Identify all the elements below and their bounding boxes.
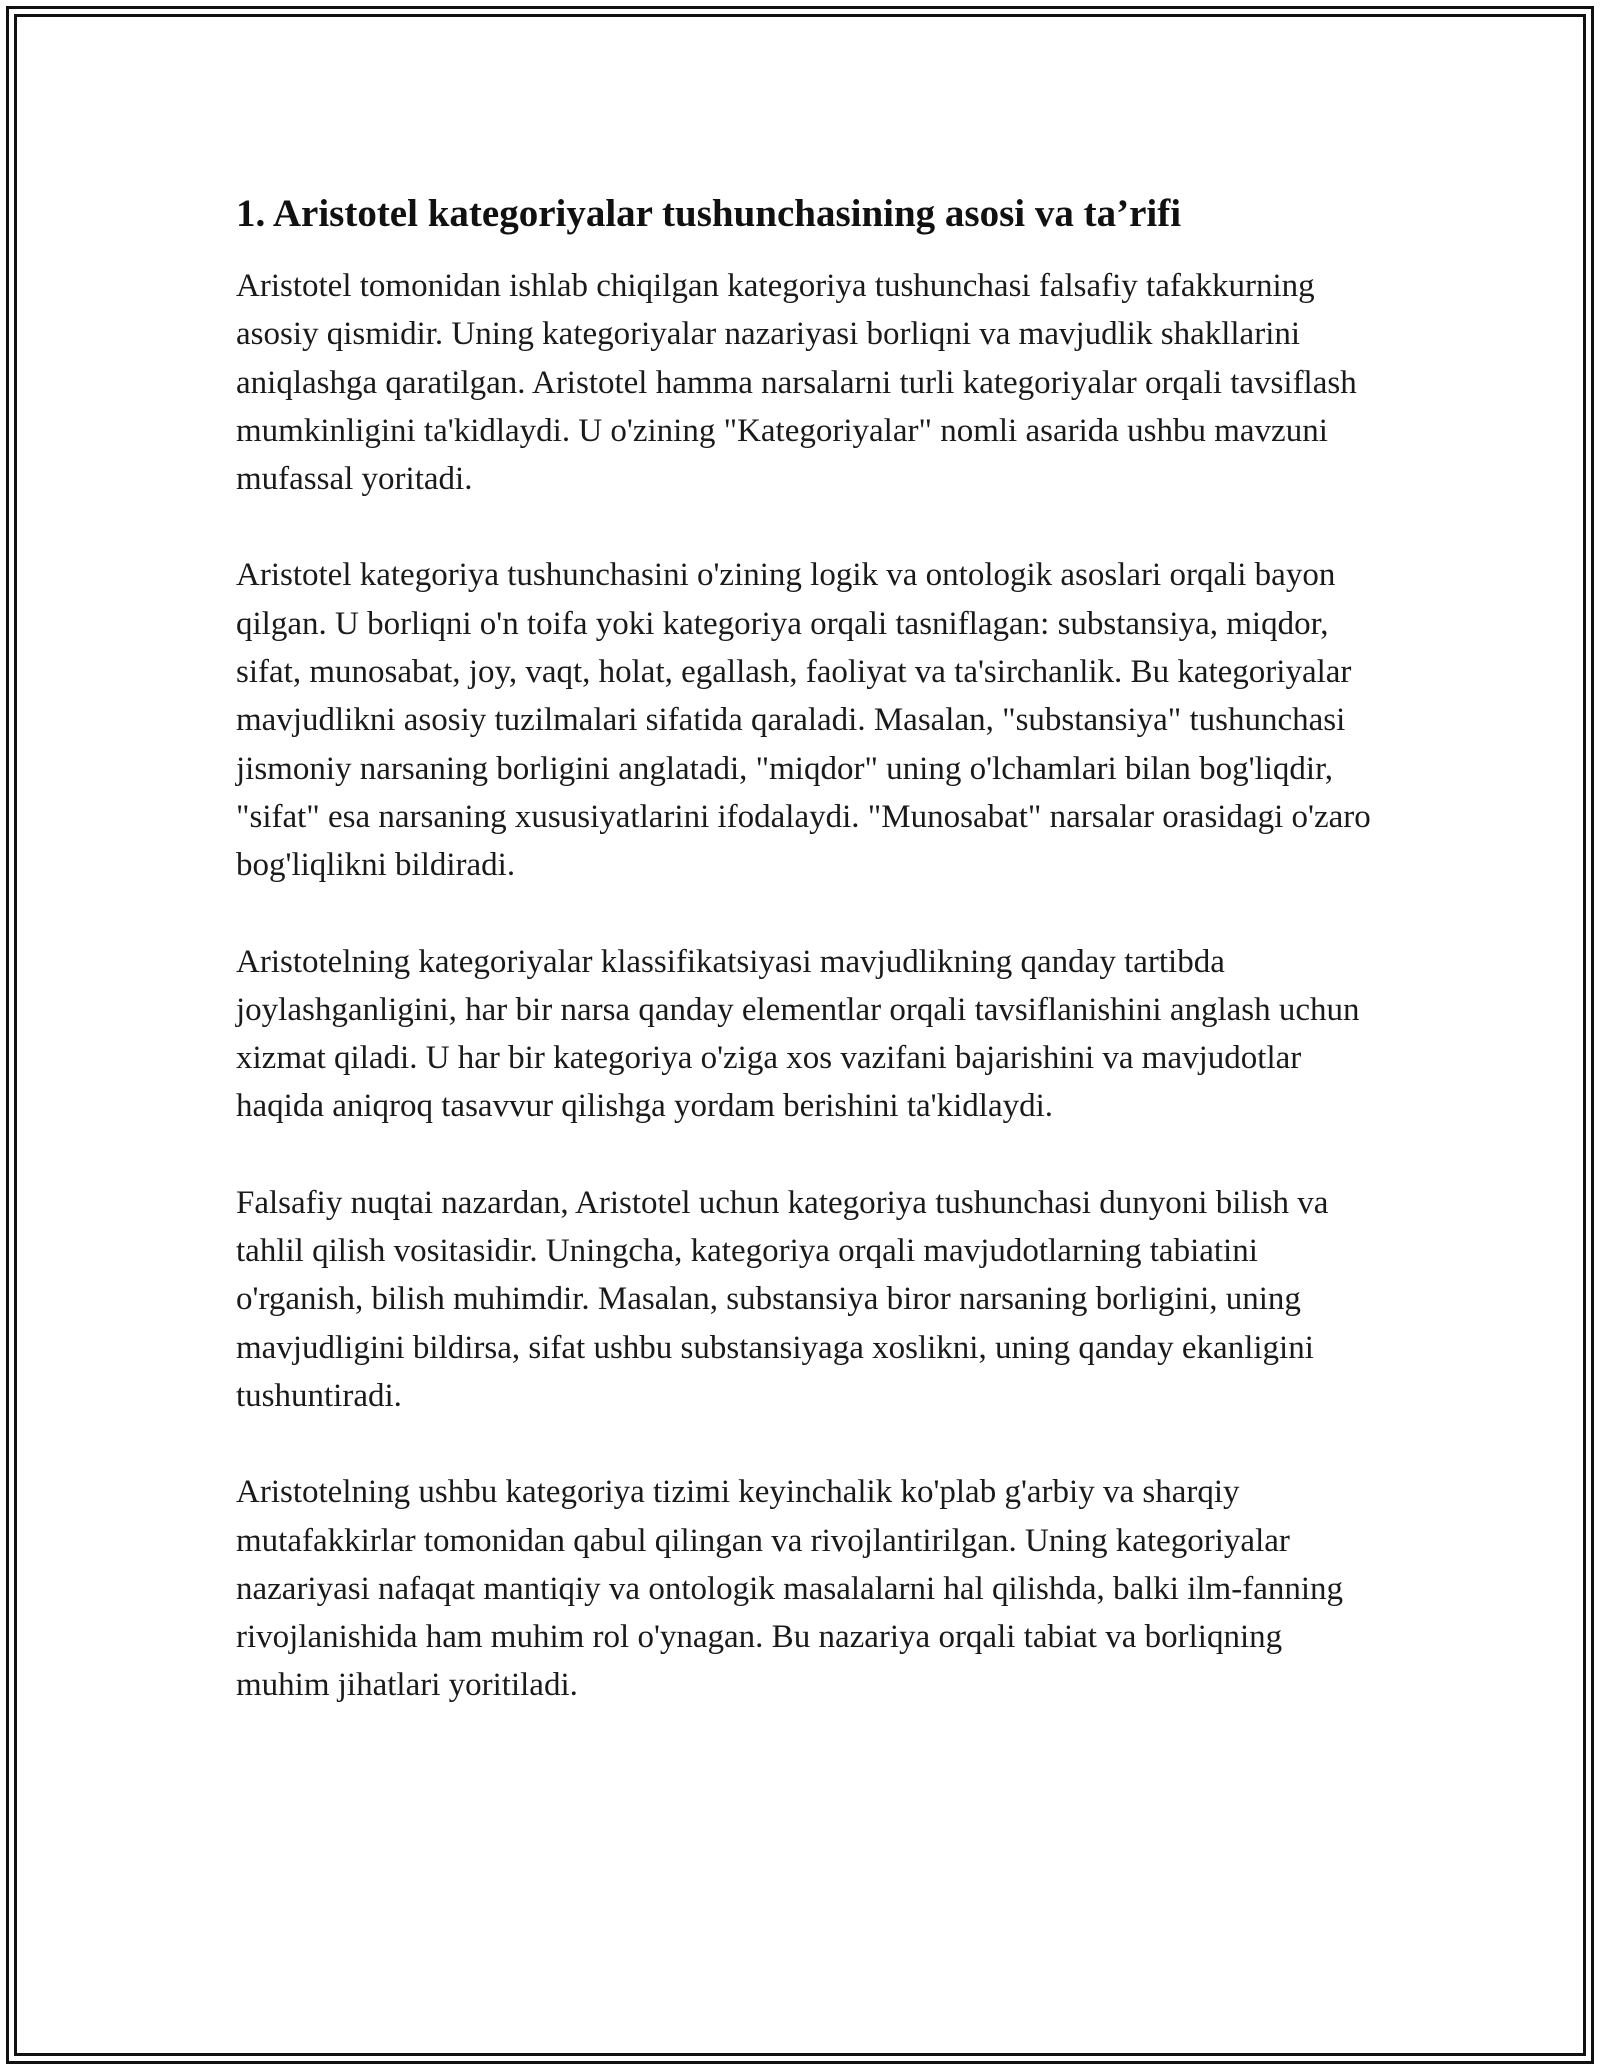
paragraph-4: Falsafiy nuqtai nazardan, Aristotel uchun kategoriya tushunchasi dunyoni bilish va tahlil qilish vositasidir. Uningcha, kategoriya orqali mavjudotlarning tabiatini o'rganish, bilish muhimdir. Masalan, substansiya biror narsaning borligini, uning mavjudligini bildirsa, sifat ushbu substansiyaga xoslikni, uning qanday ekanligini tushuntiradi. bbox=[236, 1184, 1329, 1414]
document-body bbox=[236, 186, 1376, 1758]
paragraph-3: Aristotelning kategoriyalar klassifikatsiyasi mavjudlikning qanday tartibda joylashganligini, har bir narsa qanday elementlar orqali tavsiflanishini anglash uchun xizmat qiladi. U har bir kategoriya o'ziga xos vazifani bajarishini va mavjudotlar haqida aniqroq tasavvur qilishga yordam berishini ta'kidlaydi. bbox=[236, 943, 1360, 1125]
paragraph-5: Aristotelning ushbu kategoriya tizimi keyinchalik ko'plab g'arbiy va sharqiy mutafakkirlar tomonidan qabul qilingan va rivojlantirilgan. Uning kategoriyalar nazariyasi nafaqat mantiqiy va ontologik masalalarni hal qilishda, balki ilm-fanning rivojlanishida ham muhim rol o'ynagan. Bu nazariya orqali tabiat va borliqning muhim jihatlari yoritiladi. bbox=[236, 1474, 1344, 1704]
page-title: 1. Aristotel kategoriyalar tushunchasining asosi va ta’rifi bbox=[236, 192, 1182, 235]
paragraph-2: Aristotel kategoriya tushunchasini o'zining logik va ontologik asoslari orqali bayon qilgan. U borliqni o'n toifa yoki kategoriya orqali tasniflagan: substansiya, miqdor, sifat, munosabat, joy, vaqt, holat, egallash, faoliyat va ta'sirchanlik. Bu kategoriyalar mavjudlikni asosiy tuzilmalari sifatida qaraladi. Masalan, "substansiya" tushunchasi jismoniy narsaning borligini anglatadi, "miqdor" uning o'lchamlari bilan bog'liqdir, "sifat" esa narsaning xususiyatlarini ifodalaydi. "Munosabat" narsalar orasidagi o'zaro bog'liqlikni bildiradi. bbox=[236, 557, 1371, 884]
paragraph-1: Aristotel tomonidan ishlab chiqilgan kategoriya tushunchasi falsafiy tafakkurning asosiy qismidir. Uning kategoriyalar nazariyasi borliqni va mavjudlik shakllarini aniqlashga qaratilgan. Aristotel hamma narsalarni turli kategoriyalar orqali tavsiflash mumkinligini ta'kidlaydi. U o'zining "Kategoriyalar" nomli asarida ushbu mavzuni mufassal yoritadi. bbox=[236, 268, 1357, 498]
